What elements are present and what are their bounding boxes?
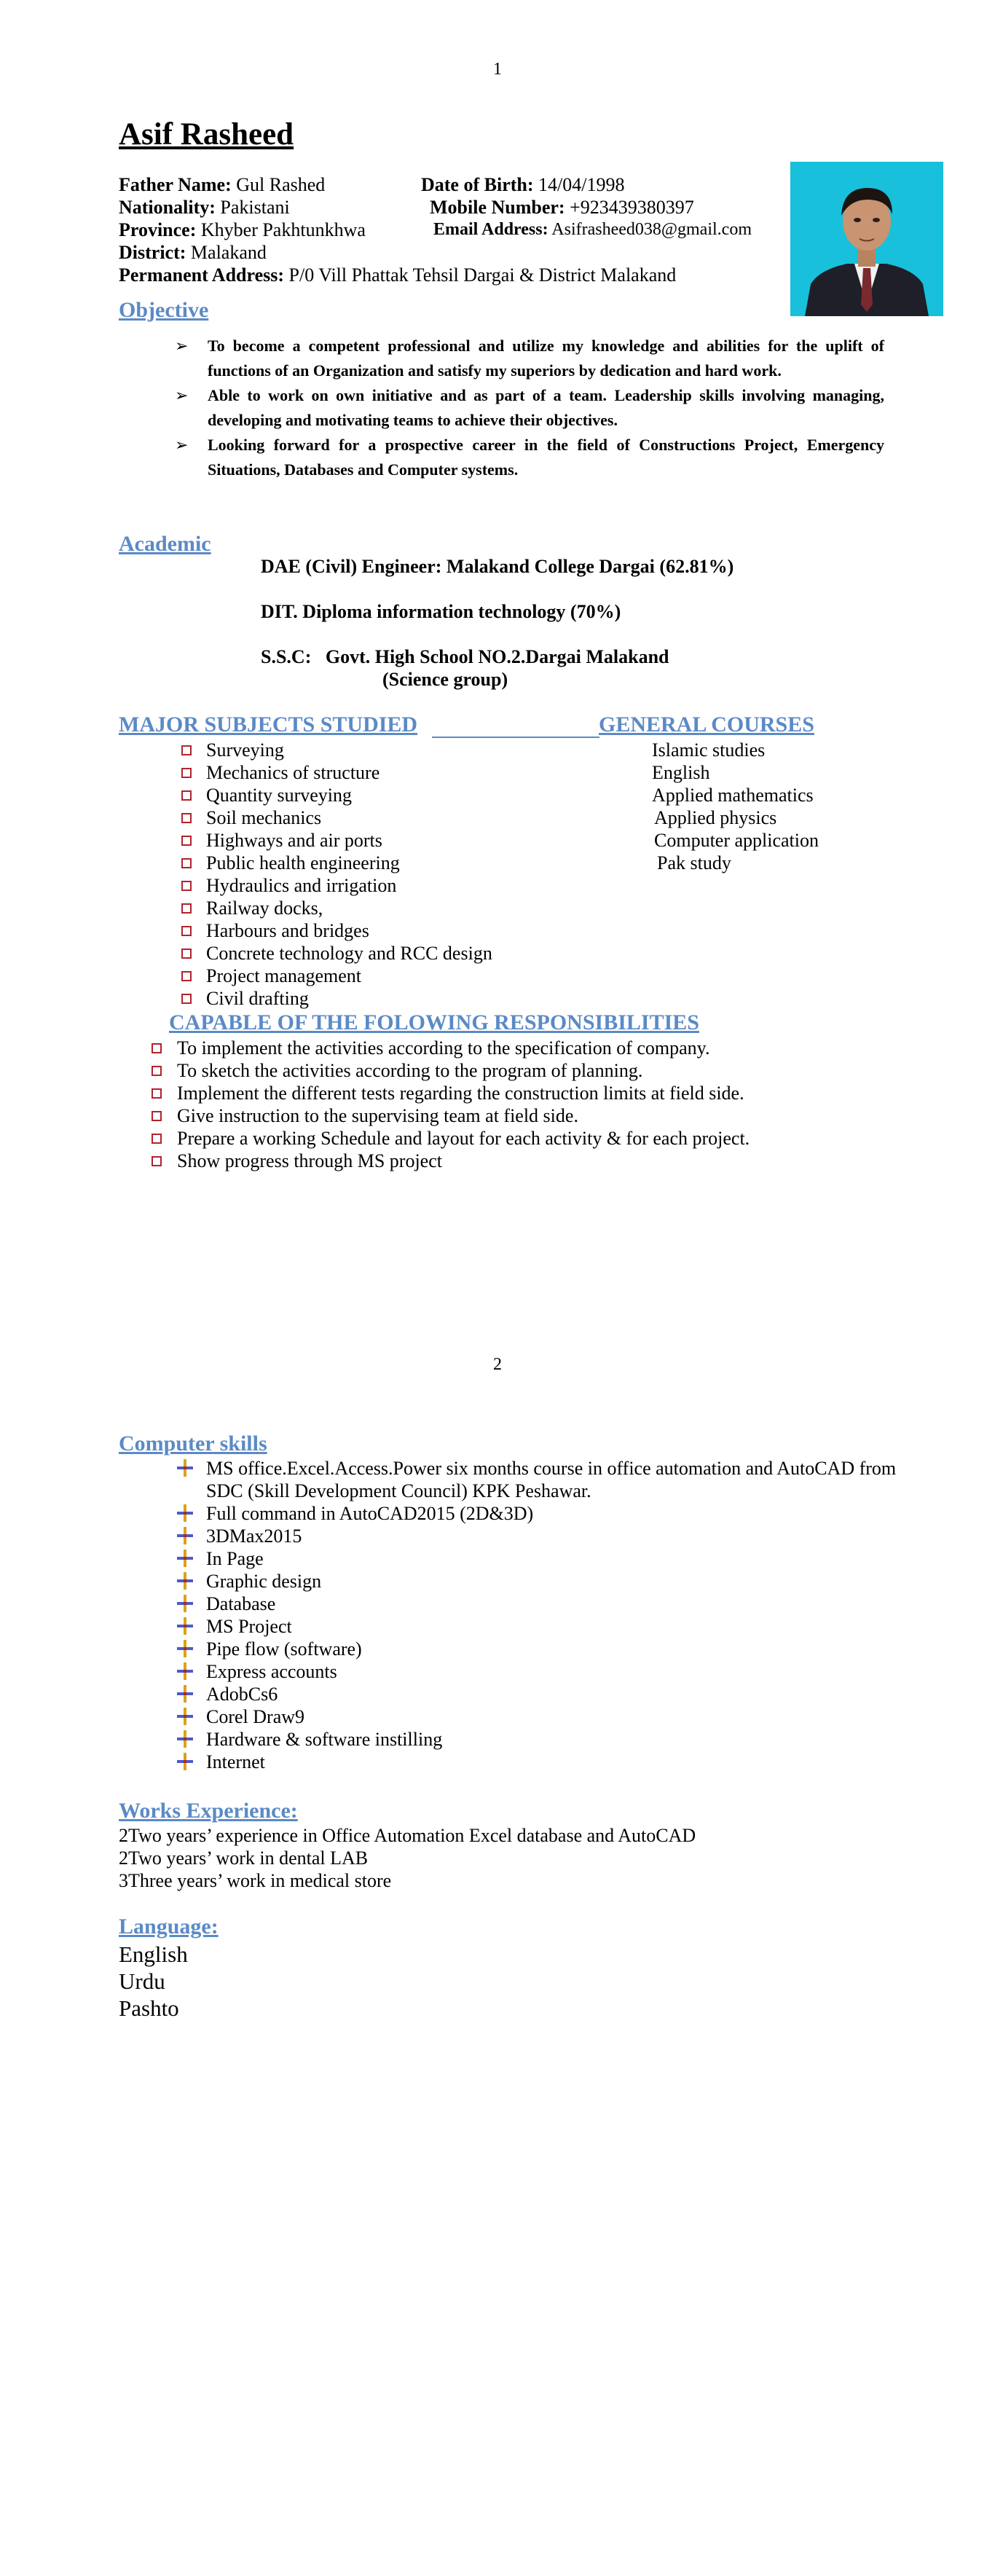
square-bullet-icon	[152, 1043, 162, 1053]
portrait-image	[790, 162, 943, 316]
district	[119, 241, 267, 264]
list-item: Surveying	[177, 739, 492, 761]
pin-bullet-icon	[177, 1617, 193, 1635]
province-label: Province:	[119, 219, 197, 240]
square-bullet-icon	[181, 949, 192, 959]
objective-item: ➢ Able to work on own initiative and as part of a team. Leadership skills involving managing, developing and motivating teams to achieve their objectives.	[175, 383, 884, 433]
academic-dit: DIT. Diploma information technology (70%)	[261, 601, 621, 622]
list-item: Give instruction to the supervising team at field side.	[148, 1104, 750, 1127]
list-item: Railway docks,	[177, 897, 492, 919]
list-item: To implement the activities according to the specification of company.	[148, 1037, 750, 1059]
square-bullet-icon	[181, 994, 192, 1004]
province-value: Khyber Pakhtunkhwa	[200, 219, 366, 240]
list-item: In Page	[177, 1547, 898, 1570]
pin-bullet-icon	[177, 1595, 193, 1612]
list-item: Internet	[177, 1751, 898, 1773]
list-item: To sketch the activities according to the program of planning.	[148, 1059, 750, 1082]
address-label: Permanent Address:	[119, 264, 285, 286]
square-bullet-icon	[152, 1088, 162, 1099]
list-item: Show progress through MS project	[148, 1150, 750, 1172]
square-bullet-icon	[181, 768, 192, 778]
experience-item: 2Two years’ experience in Office Automation Excel database and AutoCAD	[119, 1825, 696, 1846]
profile-photo	[790, 162, 943, 316]
square-bullet-icon	[181, 926, 192, 936]
general-course-item: English	[652, 762, 710, 783]
square-bullet-icon	[181, 813, 192, 823]
square-bullet-icon	[181, 881, 192, 891]
nationality-label: Nationality:	[119, 197, 216, 218]
major-subjects-heading: MAJOR SUBJECTS STUDIED	[119, 712, 418, 737]
general-course-item: Applied mathematics	[652, 785, 814, 806]
language-item: English	[119, 1941, 188, 1967]
experience-item: 2Two years’ work in dental LAB	[119, 1847, 369, 1869]
list-item: Express accounts	[177, 1660, 898, 1683]
heading-underline-spacer	[432, 737, 599, 738]
nationality-value: Pakistani	[220, 197, 290, 218]
academic-ssc: S.S.C: Govt. High School NO.2.Dargai Malakand	[261, 646, 669, 667]
list-item: Database	[177, 1593, 898, 1615]
list-item: Concrete technology and RCC design	[177, 942, 492, 965]
page-number: 1	[493, 60, 502, 79]
pin-bullet-icon	[177, 1730, 193, 1748]
square-bullet-icon	[152, 1134, 162, 1144]
list-item: Harbours and bridges	[177, 919, 492, 942]
square-bullet-icon	[181, 858, 192, 868]
email-address	[433, 219, 752, 241]
general-course-item: Applied physics	[654, 807, 777, 828]
objective-list	[175, 334, 884, 482]
arrow-bullet-icon: ➢	[175, 337, 189, 355]
general-course-item: Computer application	[654, 830, 819, 851]
square-bullet-icon	[152, 1156, 162, 1166]
list-item: Soil mechanics	[177, 806, 492, 829]
date-of-birth	[421, 173, 624, 196]
email-value[interactable]: Asifrasheed038@gmail.com	[551, 220, 752, 239]
square-bullet-icon	[152, 1066, 162, 1076]
square-bullet-icon	[181, 745, 192, 755]
list-item: Full command in AutoCAD2015 (2D&3D)	[177, 1502, 898, 1525]
square-bullet-icon	[181, 790, 192, 801]
pin-bullet-icon	[177, 1753, 193, 1770]
list-item: Implement the different tests regarding the construction limits at field side.	[148, 1082, 750, 1104]
mobile-value: +923439380397	[570, 197, 694, 218]
list-item: Prepare a working Schedule and layout for each activity & for each project.	[148, 1127, 750, 1150]
email-label: Email Address:	[433, 220, 548, 239]
computer-skills-heading: Computer skills	[119, 1432, 267, 1456]
candidate-name: Asif Rasheed	[119, 117, 294, 152]
general-course-item: Pak study	[657, 852, 731, 873]
list-item: Hardware & software instilling	[177, 1728, 898, 1751]
language-heading: Language:	[119, 1915, 219, 1939]
list-item: Project management	[177, 965, 492, 987]
pin-bullet-icon	[177, 1504, 193, 1522]
responsibilities-heading: CAPABLE OF THE FOLOWING RESPONSIBILITIES	[169, 1010, 699, 1034]
district-value: Malakand	[190, 242, 267, 263]
list-item: 3DMax2015	[177, 1525, 898, 1547]
square-bullet-icon	[152, 1111, 162, 1121]
list-item: Quantity surveying	[177, 784, 492, 806]
mobile-number	[430, 196, 694, 219]
page-number: 2	[493, 1355, 502, 1374]
list-item: Civil drafting	[177, 987, 492, 1010]
computer-skills-list	[177, 1457, 898, 1773]
pin-bullet-icon	[177, 1685, 193, 1703]
dob-value: 14/04/1998	[538, 174, 625, 195]
list-item: Graphic design	[177, 1570, 898, 1593]
father-name-value: Gul Rashed	[236, 174, 326, 195]
province	[119, 219, 366, 241]
academic-ssc-group: (Science group)	[382, 669, 508, 690]
mobile-label: Mobile Number:	[430, 197, 565, 218]
arrow-bullet-icon: ➢	[175, 436, 189, 454]
nationality	[119, 196, 290, 219]
father-name	[119, 173, 325, 196]
list-item: Hydraulics and irrigation	[177, 874, 492, 897]
responsibilities-list	[148, 1037, 750, 1172]
objective-heading: Objective	[119, 298, 209, 322]
list-item: Mechanics of structure	[177, 761, 492, 784]
father-name-label: Father Name:	[119, 174, 232, 195]
list-item: Public health engineering	[177, 852, 492, 874]
list-item: MS Project	[177, 1615, 898, 1638]
major-subjects-list	[177, 739, 492, 1010]
objective-item: ➢ Looking forward for a prospective career in the field of Constructions Project, Emergency Situations, Databases and Computer systems.	[175, 433, 884, 482]
academic-dae: DAE (Civil) Engineer: Malakand College Dargai (62.81%)	[261, 556, 734, 577]
experience-item: 3Three years’ work in medical store	[119, 1870, 392, 1891]
general-course-item: Islamic studies	[652, 739, 766, 761]
pin-bullet-icon	[177, 1459, 193, 1477]
list-item: MS office.Excel.Access.Power six months course in office automation and AutoCAD from SDC (Skill Development Council) KPK Peshawar.	[177, 1457, 898, 1502]
arrow-bullet-icon: ➢	[175, 386, 189, 404]
works-experience-heading: Works Experience:	[119, 1799, 298, 1823]
permanent-address	[119, 264, 676, 286]
address-value: P/0 Vill Phattak Tehsil Dargai & District Malakand	[288, 264, 677, 286]
objective-item: ➢ To become a competent professional and utilize my knowledge and abilities for the uplift of functions of an Organization and satisfy my superiors by dedication and hard work.	[175, 334, 884, 383]
list-item: Pipe flow (software)	[177, 1638, 898, 1660]
pin-bullet-icon	[177, 1708, 193, 1725]
academic-heading: Academic	[119, 532, 211, 556]
pin-bullet-icon	[177, 1572, 193, 1590]
language-item: Urdu	[119, 1968, 165, 1994]
list-item: AdobCs6	[177, 1683, 898, 1705]
list-item: Highways and air ports	[177, 829, 492, 852]
square-bullet-icon	[181, 903, 192, 914]
square-bullet-icon	[181, 836, 192, 846]
pin-bullet-icon	[177, 1640, 193, 1657]
pin-bullet-icon	[177, 1550, 193, 1567]
language-item: Pashto	[119, 1995, 179, 2021]
pin-bullet-icon	[177, 1662, 193, 1680]
general-courses-heading: GENERAL COURSES	[599, 712, 814, 737]
page-2	[0, 1288, 995, 2576]
list-item: Corel Draw9	[177, 1705, 898, 1728]
square-bullet-icon	[181, 971, 192, 981]
dob-label: Date of Birth:	[421, 174, 534, 195]
pin-bullet-icon	[177, 1527, 193, 1544]
district-label: District:	[119, 242, 186, 263]
